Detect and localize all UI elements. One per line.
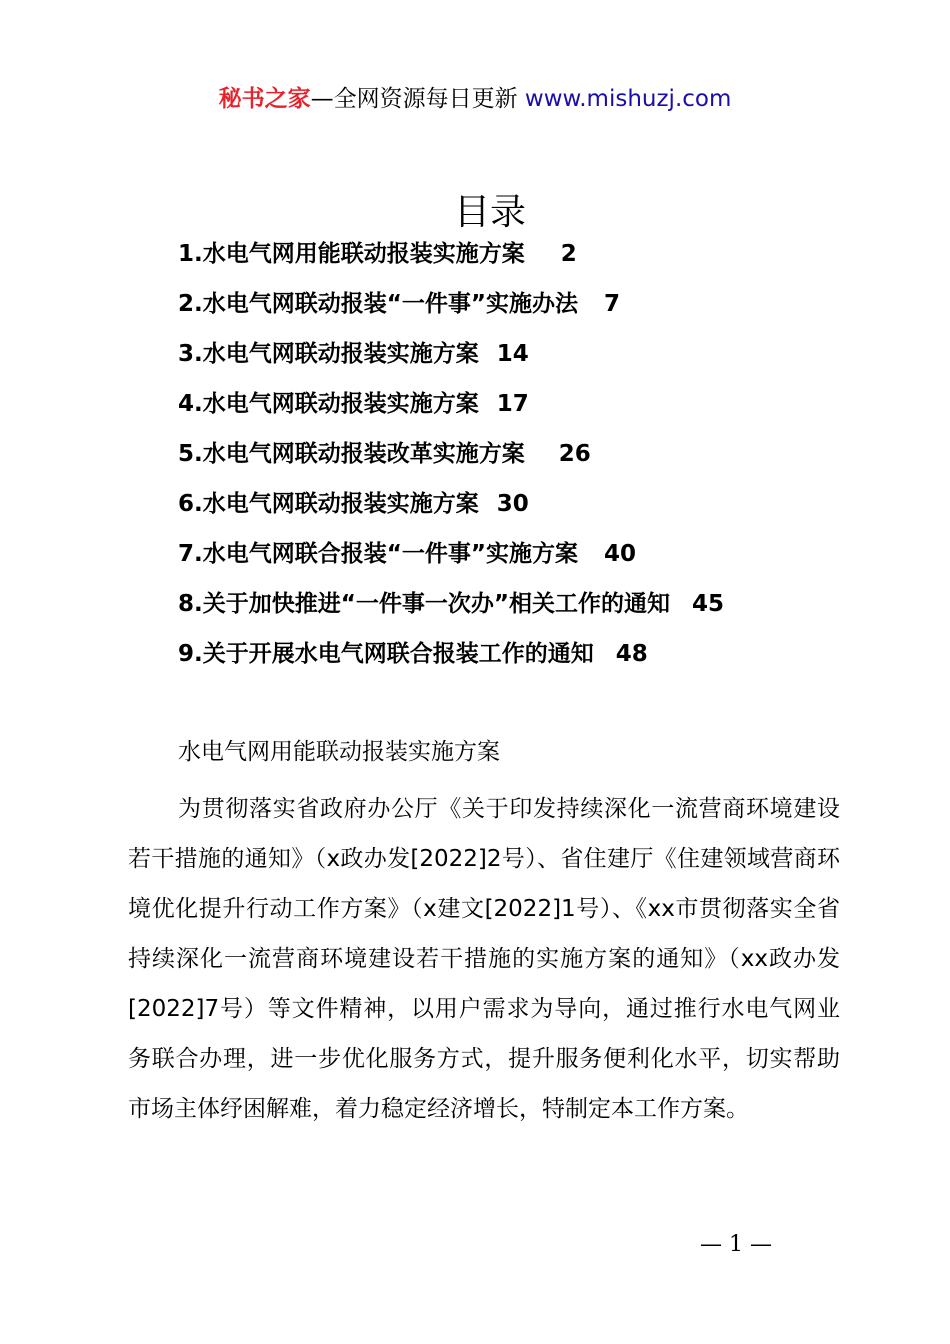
page-number: — 1 —	[700, 1232, 772, 1257]
toc-item-label: 7.水电气网联合报装“一件事”实施方案	[178, 541, 578, 567]
toc-item-label: 1.水电气网用能联动报装实施方案	[178, 241, 525, 267]
toc-item-page: 30	[496, 491, 529, 517]
toc-item-label: 3.水电气网联动报装实施方案	[178, 341, 479, 367]
toc-item-label: 5.水电气网联动报装改革实施方案	[178, 441, 525, 467]
document-heading: 水电气网用能联动报装实施方案	[178, 739, 500, 765]
header-tagline: —全网资源每日更新	[310, 86, 525, 112]
site-header	[0, 80, 950, 113]
toc-item-8[interactable]	[178, 586, 724, 636]
toc-item-3[interactable]	[178, 336, 724, 386]
toc-item-label: 9.关于开展水电气网联合报装工作的通知	[178, 641, 594, 667]
brand-name: 秘书之家	[218, 86, 311, 112]
document-paragraph: 为贯彻落实省政府办公厅《关于印发持续深化一流营商环境建设若干措施的通知》（x政办发[2022]2号）、省住建厅《住建领域营商环境优化提升行动工作方案》（x建文[2022]1号）、《xx市贯彻落实全省持续深化一流营商环境建设若干措施的实施方案的通知》（xx政办发[2022]7号）等文件精神，以用户需求为导向，通过推行水电气网业务联合办理，进一步优化服务方式，提升服务便利化水平，切实帮助市场主体纾困解难，着力稳定经济增长，特制定本工作方案。	[128, 796, 840, 1122]
toc-item-label: 4.水电气网联动报装实施方案	[178, 391, 479, 417]
toc-item-page: 7	[603, 291, 620, 317]
toc-item-2[interactable]	[178, 286, 724, 336]
toc-item-page: 2	[560, 241, 577, 267]
toc-item-page: 40	[603, 541, 636, 567]
toc-item-page: 14	[496, 341, 529, 367]
toc-item-9[interactable]	[178, 636, 724, 686]
toc-item-4[interactable]	[178, 386, 724, 436]
toc-item-7[interactable]	[178, 536, 724, 586]
toc-item-5[interactable]	[178, 436, 724, 486]
toc-item-label: 8.关于加快推进“一件事一次办”相关工作的通知	[178, 591, 670, 617]
toc-item-6[interactable]	[178, 486, 724, 536]
toc-item-page: 26	[558, 441, 591, 467]
toc-item-1[interactable]	[178, 236, 724, 286]
toc-item-label: 6.水电气网联动报装实施方案	[178, 491, 479, 517]
toc-item-page: 48	[615, 641, 648, 667]
toc-item-label: 2.水电气网联动报装“一件事”实施办法	[178, 291, 578, 317]
toc-item-page: 17	[496, 391, 529, 417]
toc-title: 目录	[453, 192, 526, 233]
toc-item-page: 45	[691, 591, 724, 617]
site-url-link[interactable]: www.mishuzj.com	[524, 86, 732, 112]
table-of-contents	[178, 236, 724, 686]
